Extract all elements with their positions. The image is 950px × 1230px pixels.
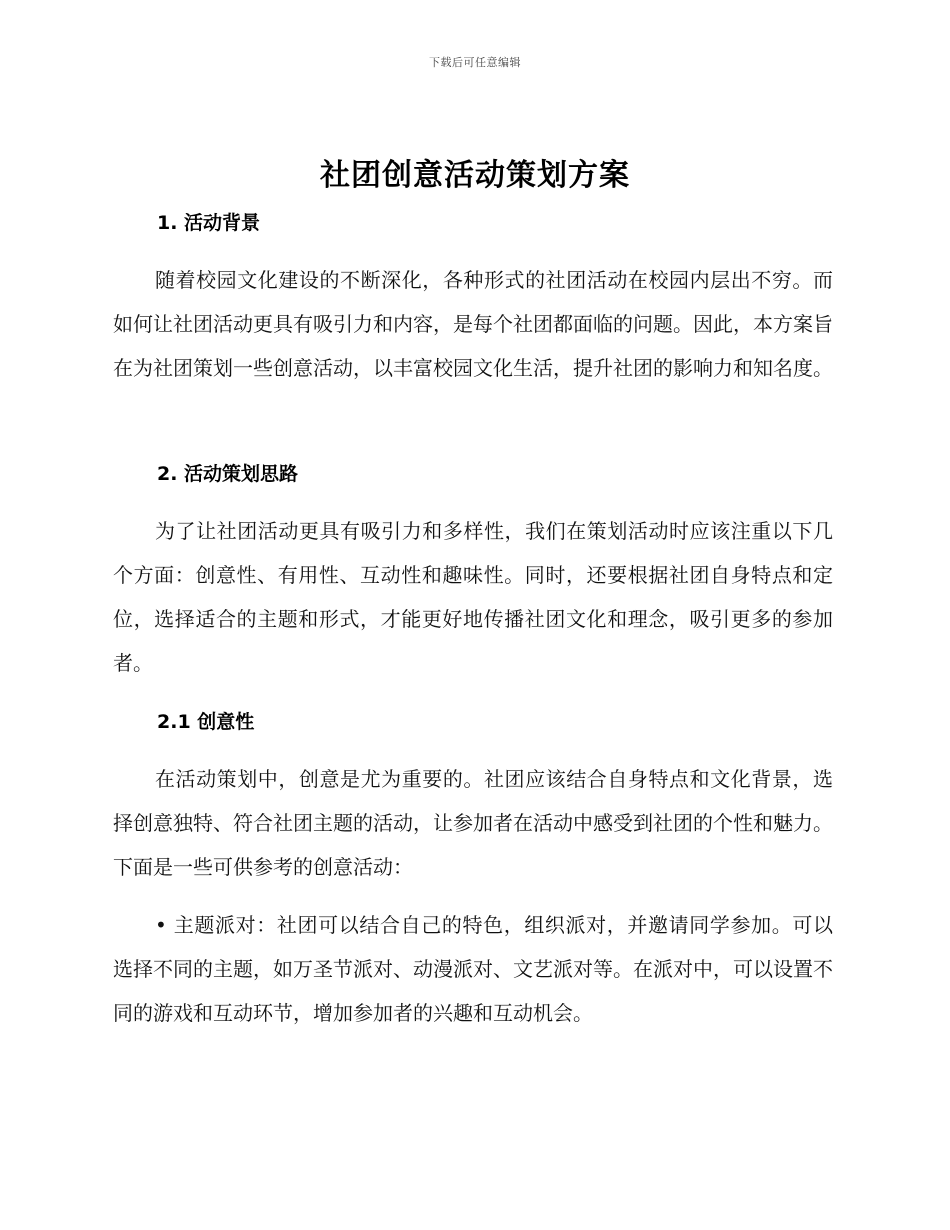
section-heading-planning-ideas: 2. 活动策划思路 (157, 463, 299, 485)
bullet-paragraph-theme-party: • 主题派对：社团可以结合自己的特色，组织派对，并邀请同学参加。可以选择不同的主题，如万圣节派对、动漫派对、文艺派对等。在派对中，可以设置不同的游戏和互动环节，增加参加者的兴趣和互动机会。 (113, 913, 833, 1025)
header-note: 下载后可任意编辑 (429, 56, 521, 69)
section-paragraph-planning-ideas: 为了让社团活动更具有吸引力和多样性，我们在策划活动时应该注重以下几个方面：创意性、有用性、互动性和趣味性。同时，还要根据社团自身特点和定位，选择适合的主题和形式，才能更好地传播社团文化和理念，吸引更多的参加者。 (113, 519, 833, 675)
section-heading-background: 1. 活动背景 (157, 212, 261, 234)
section-paragraph-creativity: 在活动策划中，创意是尤为重要的。社团应该结合自身特点和文化背景，选择创意独特、符合社团主题的活动，让参加者在活动中感受到社团的个性和魅力。下面是一些可供参考的创意活动： (113, 767, 833, 879)
section-heading-creativity: 2.1 创意性 (157, 711, 255, 733)
section-paragraph-background: 随着校园文化建设的不断深化，各种形式的社团活动在校园内层出不穷。而如何让社团活动更具有吸引力和内容，是每个社团都面临的问题。因此，本方案旨在为社团策划一些创意活动，以丰富校园文化生活，提升社团的影响力和知名度。 (113, 268, 833, 380)
document-title: 社团创意活动策划方案 (320, 158, 630, 193)
